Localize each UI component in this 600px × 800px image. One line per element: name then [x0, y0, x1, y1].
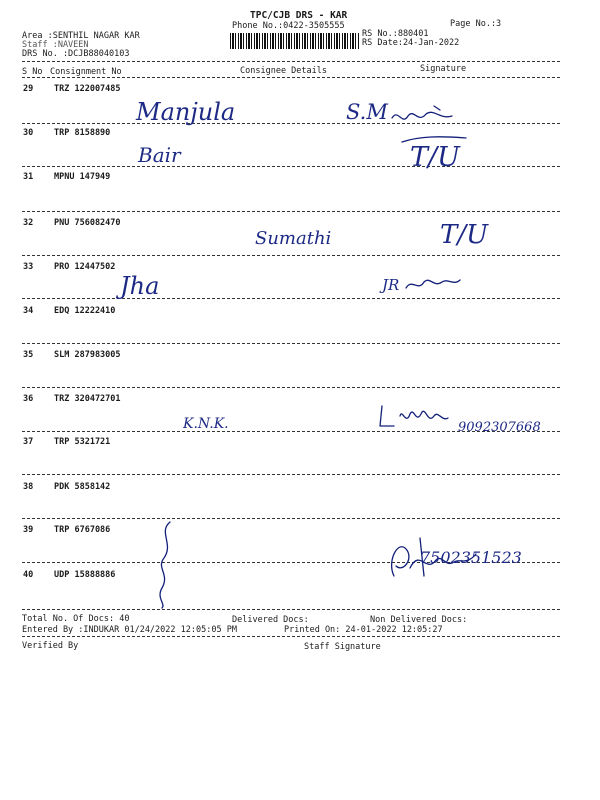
handwritten-name-manjula: Manjula: [136, 98, 236, 126]
column-sno: S No: [22, 67, 43, 77]
row-consignment: UDP 15888886: [54, 570, 116, 580]
delivered-docs: Delivered Docs:: [232, 615, 309, 625]
row-sno: 35: [23, 350, 34, 360]
page-number: Page No.:3: [450, 19, 502, 29]
handwritten-name-sumathi: Sumathi: [255, 228, 332, 249]
row-divider: [22, 211, 560, 212]
column-consignee: Consignee Details: [240, 66, 327, 76]
signature-mark: [390, 104, 460, 132]
row-divider: [22, 343, 560, 344]
row-consignment: TRP 5321721: [54, 437, 111, 447]
row-sno: 32: [23, 218, 34, 228]
printed-on: Printed On: 24-01-2022 12:05:27: [284, 625, 443, 635]
row-sno: 33: [23, 262, 34, 272]
row-sno: 31: [23, 172, 34, 182]
column-consignment: Consignment No: [50, 67, 122, 77]
drs-number: DRS No. :DCJB88040103: [22, 49, 130, 59]
row-sno: 29: [23, 84, 34, 94]
total-docs: Total No. Of Docs: 40: [22, 614, 130, 624]
row-consignment: TRP 8158890: [54, 128, 111, 138]
row-consignment: PDK 5858142: [54, 482, 111, 492]
header-divider: [22, 61, 560, 62]
row-consignment: TRP 6767086: [54, 525, 111, 535]
row-consignment: TRZ 122007485: [54, 84, 121, 94]
signature-lingam: [376, 402, 460, 432]
handwritten-phone-1: 9092307668: [458, 420, 541, 435]
handwritten-name-jha: Jha: [120, 272, 160, 300]
row-divider: [22, 166, 560, 167]
row-sno: 36: [23, 394, 34, 404]
rs-number: RS No.:880401: [362, 29, 429, 39]
document-title: TPC/CJB DRS - KAR: [250, 10, 348, 21]
row-sno: 40: [23, 570, 34, 580]
handwritten-mark-tu-2: T/U: [440, 220, 489, 250]
row-consignment: PRO 12447502: [54, 262, 116, 272]
verified-by: Verified By: [22, 641, 79, 651]
handwritten-name-bair: Bair: [138, 143, 181, 167]
row-consignment: TRZ 320472701: [54, 394, 121, 404]
handwritten-initials-sm: S.M: [346, 100, 388, 124]
row-consignment: EDQ 12222410: [54, 306, 116, 316]
non-delivered-docs: Non Delivered Docs:: [370, 615, 468, 625]
row-sno: 38: [23, 482, 34, 492]
handwritten-mark-tu: T/U: [410, 142, 460, 173]
rs-date: RS Date:24-Jan-2022: [362, 38, 460, 48]
row-sno: 37: [23, 437, 34, 447]
row-divider: [22, 255, 560, 256]
signature-scribble: [404, 274, 464, 294]
staff-signature-label: Staff Signature: [304, 642, 381, 652]
phone-number: Phone No.:0422-3505555: [232, 21, 345, 31]
columns-divider: [22, 77, 560, 78]
entered-by: Entered By :INDUKAR 01/24/2022 12:05:05 PM: [22, 625, 237, 635]
row-sno: 34: [23, 306, 34, 316]
signature-stroke: [400, 134, 470, 146]
row-divider: [22, 298, 560, 299]
handwritten-initials-knk: K.N.K.: [183, 416, 229, 432]
row-consignment: SLM 287983005: [54, 350, 121, 360]
curly-brace-mark: [148, 518, 188, 610]
row-divider: [22, 518, 560, 519]
row-sno: 30: [23, 128, 34, 138]
area-field: Area :SENTHIL NAGAR KAR: [22, 31, 140, 41]
row-divider: [22, 387, 560, 388]
staff-field: Staff :NAVEEN: [22, 40, 89, 50]
handwritten-initials-jr: JR: [382, 276, 400, 294]
row-divider: [22, 474, 560, 475]
handwritten-phone-2: 7502351523: [420, 548, 522, 567]
barcode: [230, 33, 360, 49]
row-consignment: PNU 756082470: [54, 218, 121, 228]
row-consignment: MPNU 147949: [54, 172, 111, 182]
footer-divider: [22, 636, 560, 637]
row-sno: 39: [23, 525, 34, 535]
rows-end-divider: [22, 609, 560, 610]
column-signature: Signature: [420, 64, 467, 74]
row-divider: [22, 123, 560, 124]
